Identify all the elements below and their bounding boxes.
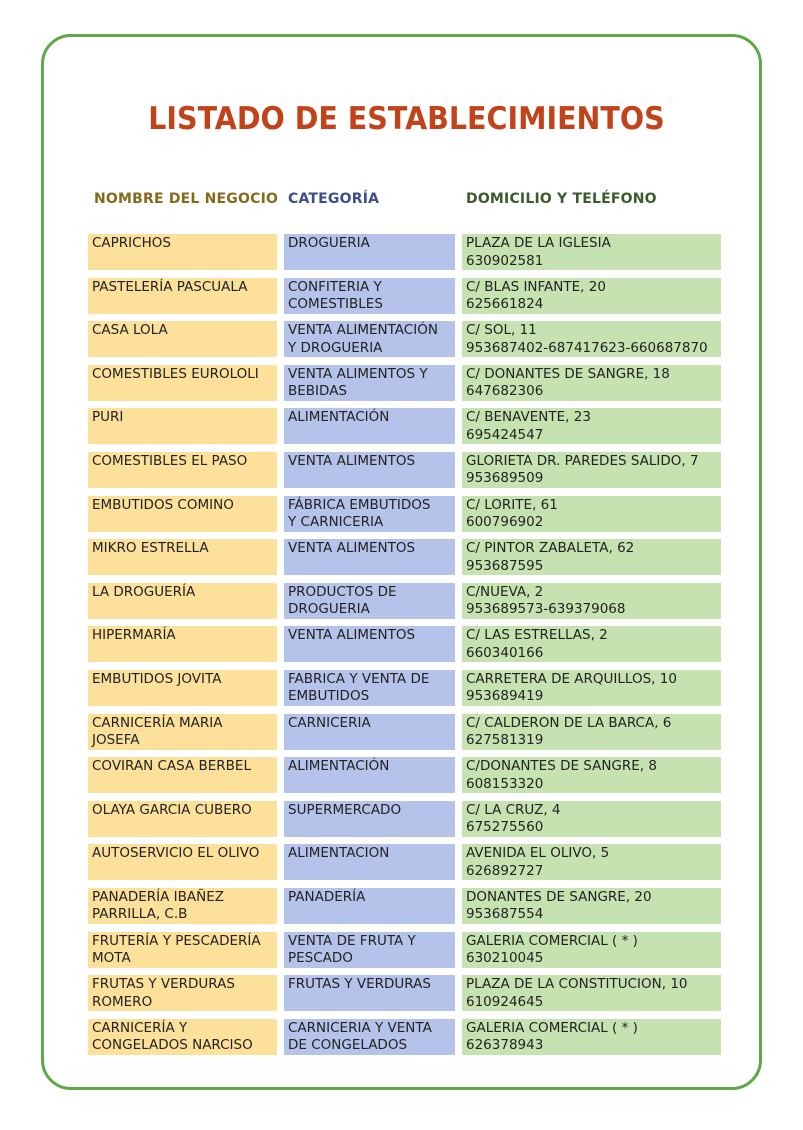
table-row [0,321,803,357]
business-name-cell [88,1019,277,1055]
cell-text-line: C/ PINTOR ZABALETA, 62 [466,540,635,557]
address-phone-cell [462,583,721,619]
business-name-cell [88,757,277,793]
business-name-cell [88,714,277,750]
business-name-cell [88,452,277,488]
category-cell [284,844,455,880]
column-header-category: CATEGORÍA [288,191,380,207]
cell-text-line: CARRETERA DE ARQUILLOS, 10 [466,670,677,687]
cell-text-line: 953689419 [466,688,544,705]
address-phone-cell [462,452,721,488]
cell-text-line: C/ BENAVENTE, 23 [466,409,591,426]
business-name-cell [88,496,277,532]
table-row [0,234,803,270]
cell-text-line: GALERIA COMERCIAL ( * ) [466,932,638,949]
cell-text-line: PANADERÍA IBAÑEZ [92,888,225,905]
category-cell [284,539,455,575]
cell-text-line: C/ SOL, 11 [466,322,537,339]
address-phone-cell [462,496,721,532]
cell-text-line: 600796902 [466,514,544,531]
address-phone-cell [462,714,721,750]
category-cell [284,888,455,924]
category-cell [284,1019,455,1055]
cell-text-line: CONGELADOS NARCISO [92,1037,253,1054]
business-name-cell [88,539,277,575]
business-name-cell [88,801,277,837]
cell-text-line: PASTELERÍA PASCUALA [92,278,248,295]
table-row [0,801,803,837]
address-phone-cell [462,975,721,1011]
cell-text-line: BEBIDAS [288,383,347,400]
category-cell [284,408,455,444]
address-phone-cell [462,234,721,270]
table-row [0,365,803,401]
cell-text-line: VENTA ALIMENTOS [288,452,416,469]
cell-text-line: 630210045 [466,950,544,966]
business-name-cell [88,234,277,270]
cell-text-line: C/ LA CRUZ, 4 [466,801,561,818]
cell-text-line: 695424547 [466,426,544,443]
cell-text-line: 610924645 [466,993,544,1010]
cell-text-line: EMBUTIDOS JOVITA [92,670,222,687]
cell-text-line: C/ CALDERON DE LA BARCA, 6 [466,714,672,731]
cell-text-line: 625661824 [466,296,544,313]
cell-text-line: CASA LOLA [92,322,168,339]
cell-text-line: SUPERMERCADO [288,801,402,818]
cell-text-line: OLAYA GARCIA CUBERO [92,801,252,818]
table-row [0,496,803,532]
address-phone-cell [462,278,721,314]
business-name-cell [88,278,277,314]
business-name-cell [88,975,277,1011]
table-row [0,452,803,488]
column-header-address: DOMICILIO Y TELÉFONO [466,191,657,207]
table-row [0,975,803,1011]
cell-text-line: PLAZA DE LA IGLESIA [466,235,611,251]
cell-text-line: ALIMENTACIÓN [288,409,390,426]
cell-text-line: C/NUEVA, 2 [466,583,544,600]
cell-text-line: FRUTAS Y VERDURAS [288,976,431,993]
business-name-cell [88,888,277,924]
cell-text-line: COMESTIBLES [288,296,383,313]
address-phone-cell [462,757,721,793]
cell-text-line: C/ LAS ESTRELLAS, 2 [466,627,608,644]
cell-text-line: 626892727 [466,862,544,879]
cell-text-line: COVIRAN CASA BERBEL [92,758,251,775]
cell-text-line: 953689573-639379068 [466,601,626,618]
cell-text-line: GALERIA COMERCIAL ( * ) [466,1019,638,1036]
cell-text-line: EMBUTIDOS COMINO [92,496,234,513]
table-row [0,278,803,314]
category-cell [284,801,455,837]
cell-text-line: 675275560 [466,819,544,836]
address-phone-cell [462,626,721,662]
category-cell [284,714,455,750]
business-name-cell [88,321,277,357]
category-cell [284,452,455,488]
cell-text-line: 953687554 [466,906,544,923]
table-row [0,757,803,793]
business-name-cell [88,365,277,401]
address-phone-cell [462,888,721,924]
table-row [0,888,803,924]
address-phone-cell [462,801,721,837]
cell-text-line: FRUTERÍA Y PESCADERÍA [92,932,261,949]
address-phone-cell [462,539,721,575]
cell-text-line: PRODUCTOS DE [288,583,397,600]
category-cell [284,670,455,706]
table-row [0,408,803,444]
cell-text-line: COMESTIBLES EUROLOLI [92,365,259,382]
cell-text-line: VENTA DE FRUTA Y [288,932,416,949]
cell-text-line: MOTA [92,950,131,966]
cell-text-line: PURI [92,409,124,426]
cell-text-line: ALIMENTACIÓN [288,758,390,775]
cell-text-line: VENTA ALIMENTOS [288,540,416,557]
address-phone-cell [462,321,721,357]
cell-text-line: DONANTES DE SANGRE, 20 [466,888,652,905]
cell-text-line: FRUTAS Y VERDURAS [92,976,235,993]
category-cell [284,278,455,314]
cell-text-line: AUTOSERVICIO EL OLIVO [92,845,260,862]
cell-text-line: 627581319 [466,732,544,749]
address-phone-cell [462,932,721,968]
business-name-cell [88,844,277,880]
cell-text-line: CARNICERIA [288,714,371,731]
category-cell [284,496,455,532]
cell-text-line: 647682306 [466,383,544,400]
cell-text-line: FABRICA Y VENTA DE [288,670,430,687]
address-phone-cell [462,365,721,401]
table-row [0,932,803,968]
cell-text-line: DE CONGELADOS [288,1037,408,1054]
cell-text-line: JOSEFA [92,732,140,749]
table-row [0,844,803,880]
business-name-cell [88,408,277,444]
cell-text-line: AVENIDA EL OLIVO, 5 [466,845,610,862]
cell-text-line: 660340166 [466,644,544,661]
category-cell [284,234,455,270]
cell-text-line: CARNICERÍA MARIA [92,714,223,731]
page-title: LISTADO DE ESTABLECIMIENTOS [148,101,665,137]
cell-text-line: VENTA ALIMENTOS Y [288,365,428,382]
category-cell [284,975,455,1011]
cell-text-line: Y DROGUERIA [288,339,383,356]
cell-text-line: C/DONANTES DE SANGRE, 8 [466,758,657,775]
category-cell [284,321,455,357]
cell-text-line: 953687402-687417623-660687870 [466,339,708,356]
address-phone-cell [462,408,721,444]
cell-text-line: GLORIETA DR. PAREDES SALIDO, 7 [466,452,699,469]
address-phone-cell [462,1019,721,1055]
address-phone-cell [462,844,721,880]
cell-text-line: PESCADO [288,950,353,966]
category-cell [284,626,455,662]
cell-text-line: PANADERÍA [288,888,366,905]
table-row [0,1019,803,1055]
cell-text-line: Y CARNICERIA [288,514,384,531]
cell-text-line: HIPERMARÍA [92,627,176,644]
cell-text-line: EMBUTIDOS [288,688,370,705]
cell-text-line: 953689509 [466,470,544,487]
table-row [0,714,803,750]
cell-text-line: PLAZA DE LA CONSTITUCION, 10 [466,976,688,993]
cell-text-line: PARRILLA, C.B [92,906,188,923]
cell-text-line: ROMERO [92,993,153,1010]
business-name-cell [88,670,277,706]
cell-text-line: CAPRICHOS [92,235,171,251]
cell-text-line: DROGUERIA [288,601,370,618]
address-phone-cell [462,670,721,706]
table-row [0,670,803,706]
category-cell [284,932,455,968]
cell-text-line: 608153320 [466,775,544,792]
category-cell [284,583,455,619]
cell-text-line: LA DROGUERÍA [92,583,196,600]
cell-text-line: VENTA ALIMENTACIÓN [288,322,438,339]
business-name-cell [88,583,277,619]
cell-text-line: FÁBRICA EMBUTIDOS [288,496,431,513]
cell-text-line: C/ BLAS INFANTE, 20 [466,278,606,295]
cell-text-line: MIKRO ESTRELLA [92,540,209,557]
cell-text-line: CARNICERIA Y VENTA [288,1019,432,1036]
cell-text-line: DROGUERIA [288,235,370,251]
cell-text-line: CONFITERIA Y [288,278,382,295]
cell-text-line: ALIMENTACION [288,845,390,862]
business-name-cell [88,626,277,662]
table-row [0,626,803,662]
establishments-table [0,234,803,1062]
category-cell [284,365,455,401]
cell-text-line: CARNICERÍA Y [92,1019,188,1036]
cell-text-line: 953687595 [466,557,544,574]
cell-text-line: 630902581 [466,252,544,269]
cell-text-line: C/ DONANTES DE SANGRE, 18 [466,365,670,382]
cell-text-line: VENTA ALIMENTOS [288,627,416,644]
column-header-name: NOMBRE DEL NEGOCIO [94,191,279,207]
cell-text-line: 626378943 [466,1037,544,1054]
category-cell [284,757,455,793]
cell-text-line: COMESTIBLES EL PASO [92,452,248,469]
table-row [0,539,803,575]
business-name-cell [88,932,277,968]
table-row [0,583,803,619]
cell-text-line: C/ LORITE, 61 [466,496,558,513]
